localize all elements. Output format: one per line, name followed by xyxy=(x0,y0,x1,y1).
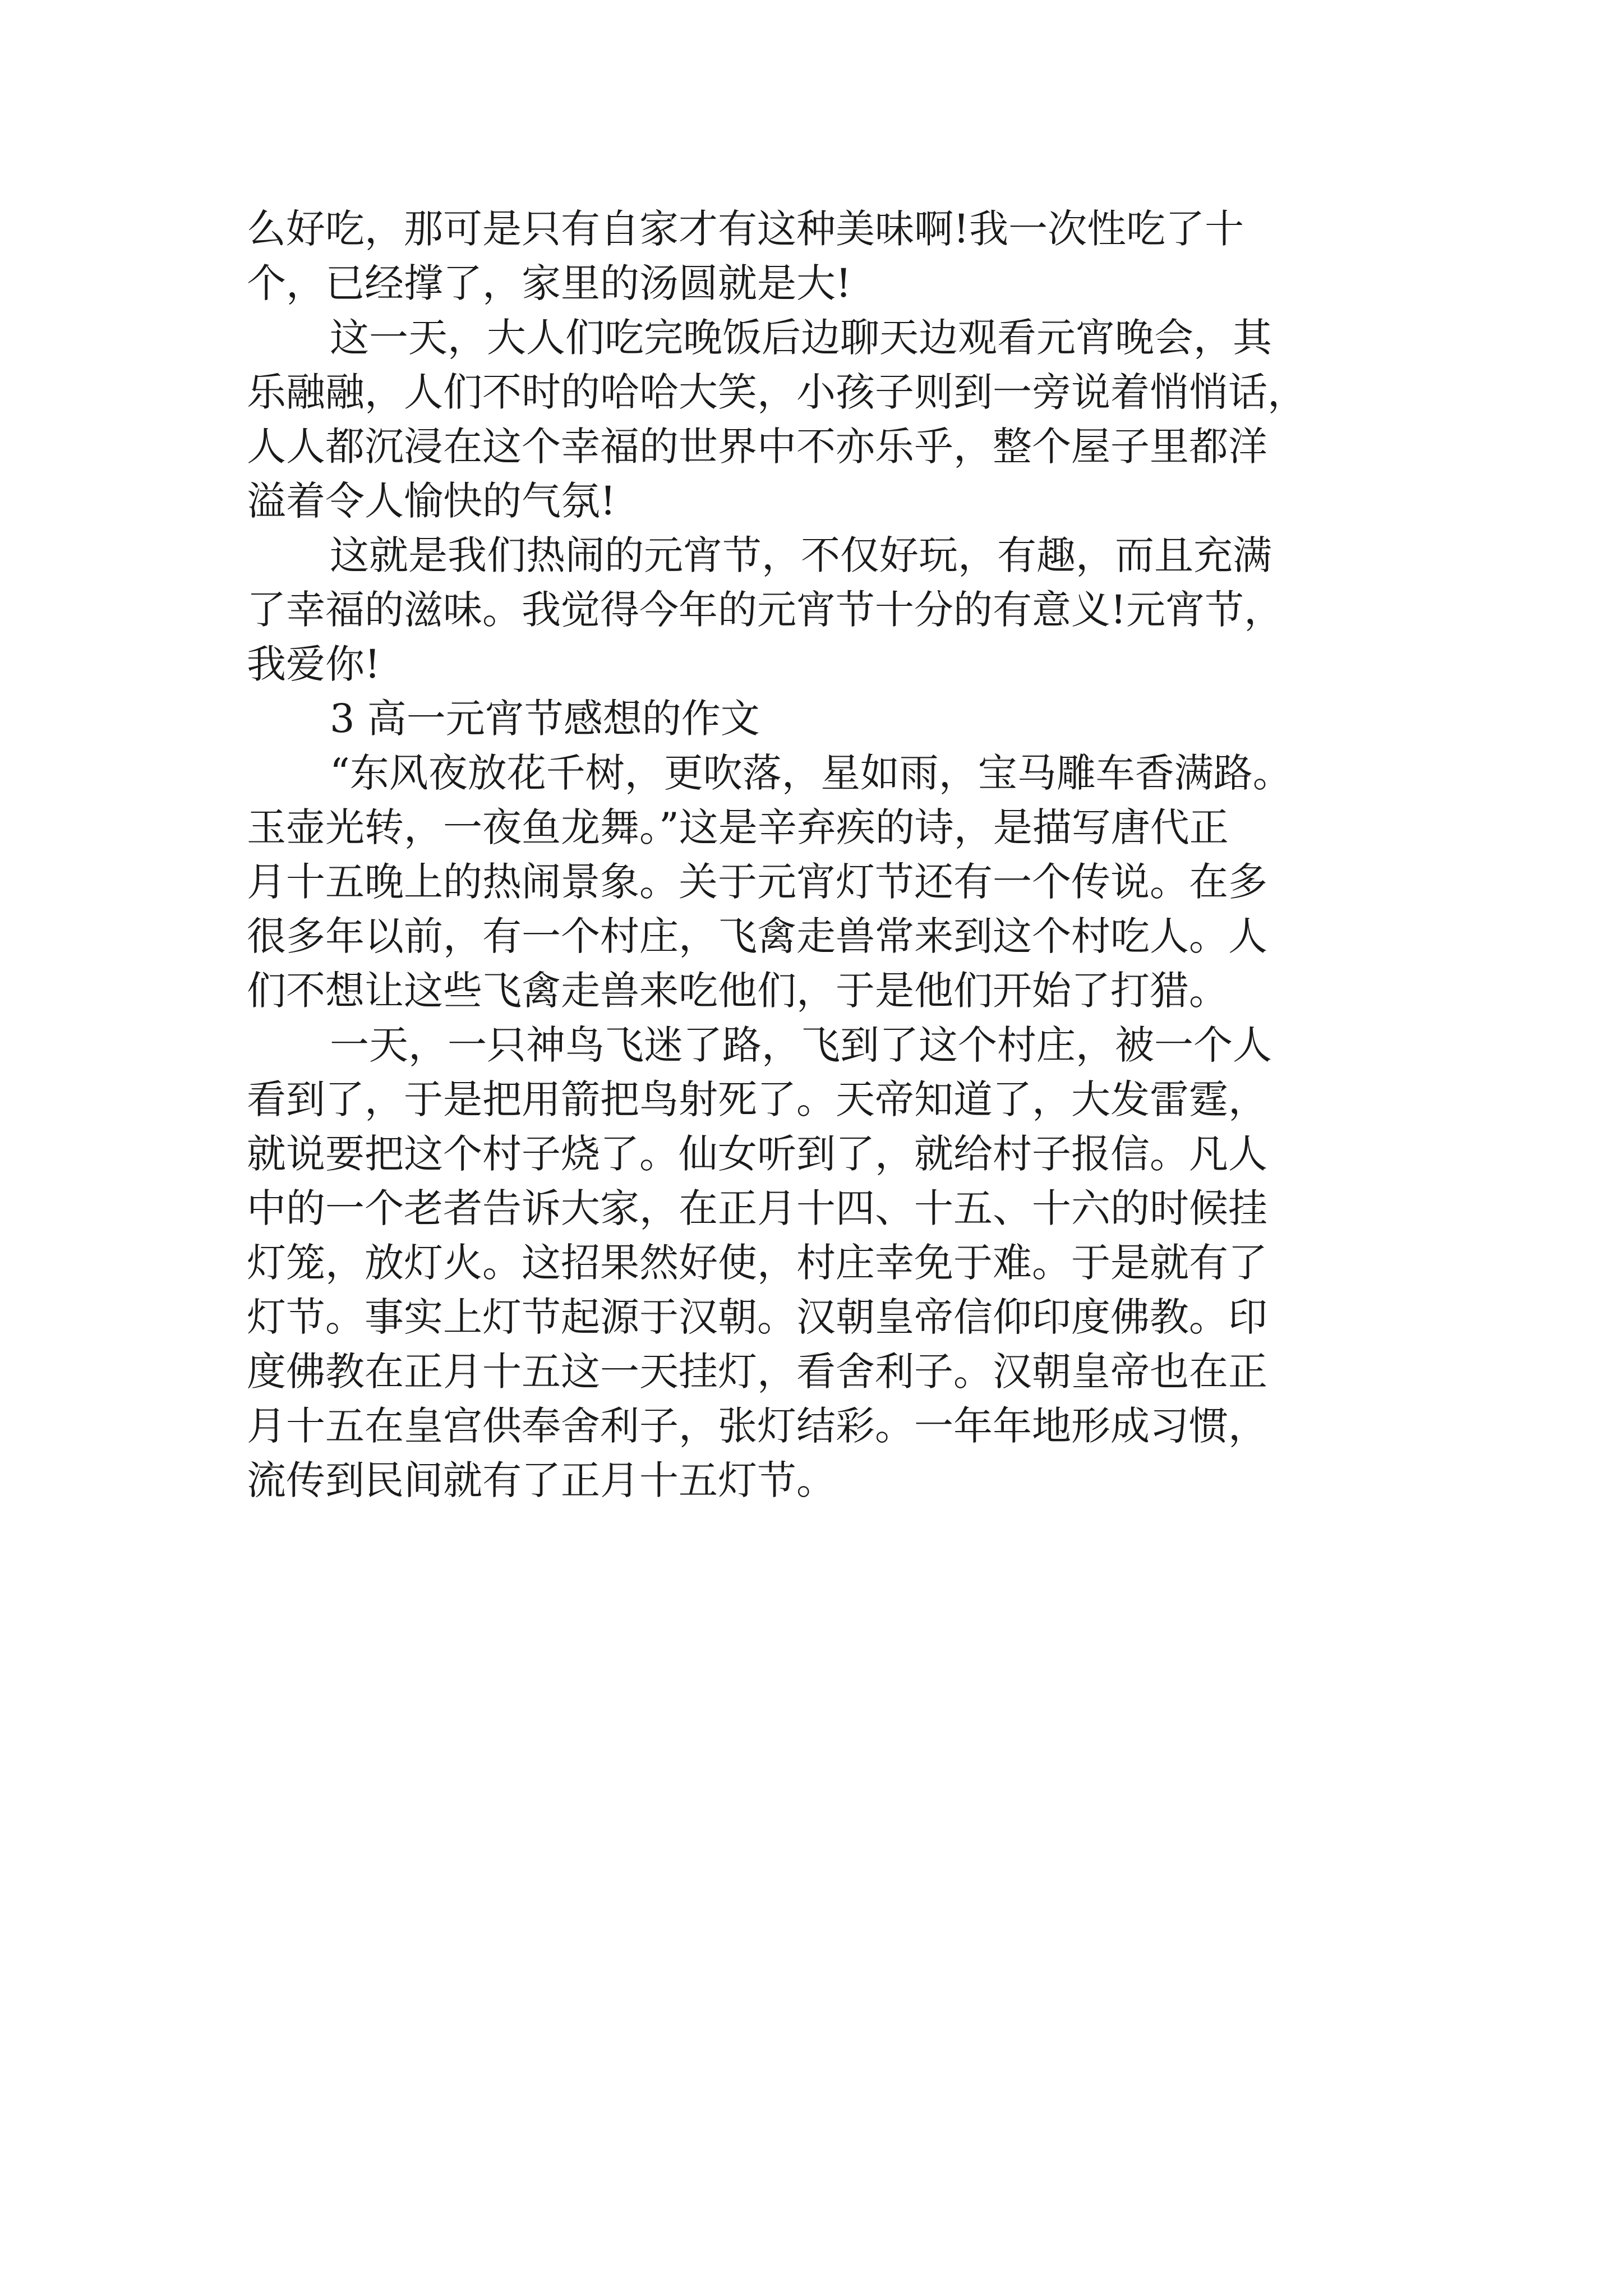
text-line: 灯笼，放灯火。这招果然好使，村庄幸免于难。于是就有了 xyxy=(247,1240,1267,1286)
text-line: 就说要把这个村子烧了。仙女听到了，就给村子报信。凡人 xyxy=(247,1131,1267,1177)
paragraph xyxy=(247,528,1413,692)
text-line: 月十五晚上的热闹景象。关于元宵灯节还有一个传说。在多 xyxy=(247,859,1267,905)
text-line: 这就是我们热闹的元宵节，不仅好玩，有趣，而且充满 xyxy=(330,532,1272,578)
text-line: 这一天，大人们吃完晚饭后边聊天边观看元宵晚会，其 xyxy=(330,315,1272,361)
text-line: 度佛教在正月十五这一天挂灯，看舍利子。汉朝皇帝也在正 xyxy=(247,1349,1267,1395)
text-line: 我爱你! xyxy=(247,641,381,687)
text-line: 很多年以前，有一个村庄，飞禽走兽常来到这个村吃人。人 xyxy=(247,913,1267,959)
paragraph xyxy=(247,1018,1413,1508)
text-line: 一天，一只神鸟飞迷了路，飞到了这个村庄，被一个人 xyxy=(330,1022,1272,1068)
text-line: 月十五在皇宫供奉舍利子，张灯结彩。一年年地形成习惯， xyxy=(247,1403,1267,1449)
paragraph xyxy=(247,311,1413,528)
text-line: 们不想让这些飞禽走兽来吃他们，于是他们开始了打猎。 xyxy=(247,968,1228,1014)
text-line: 了幸福的滋味。我觉得今年的元宵节十分的有意义!元宵节， xyxy=(247,587,1284,633)
text-line: “东风夜放花千树，更吹落，星如雨，宝马雕车香满路。 xyxy=(330,750,1292,796)
paragraph xyxy=(247,746,1413,1018)
text-line: 人人都沉浸在这个幸福的世界中不亦乐乎，整个屋子里都洋 xyxy=(247,424,1267,470)
text-line: 么好吃，那可是只有自家才有这种美味啊!我一次性吃了十 xyxy=(247,206,1244,252)
text-line: 玉壶光转，一夜鱼龙舞。”这是辛弃疾的诗，是描写唐代正 xyxy=(247,804,1229,850)
text-line: 流传到民间就有了正月十五灯节。 xyxy=(247,1457,836,1503)
paragraph xyxy=(247,202,1413,311)
text-line: 溢着令人愉快的气氛! xyxy=(247,478,616,524)
text-line: 3 高一元宵节感想的作文 xyxy=(330,696,760,742)
text-line: 乐融融，人们不时的哈哈大笑，小孩子则到一旁说着悄悄话， xyxy=(247,369,1307,415)
text-line: 看到了，于是把用箭把鸟射死了。天帝知道了，大发雷霆， xyxy=(247,1076,1267,1122)
text-line: 个，已经撑了，家里的汤圆就是大! xyxy=(247,260,852,306)
document-page xyxy=(247,202,1413,1508)
text-line: 中的一个老者告诉大家，在正月十四、十五、十六的时候挂 xyxy=(247,1185,1267,1231)
text-line: 灯节。事实上灯节起源于汉朝。汉朝皇帝信仰印度佛教。印 xyxy=(247,1294,1267,1340)
section-heading xyxy=(247,692,1413,746)
